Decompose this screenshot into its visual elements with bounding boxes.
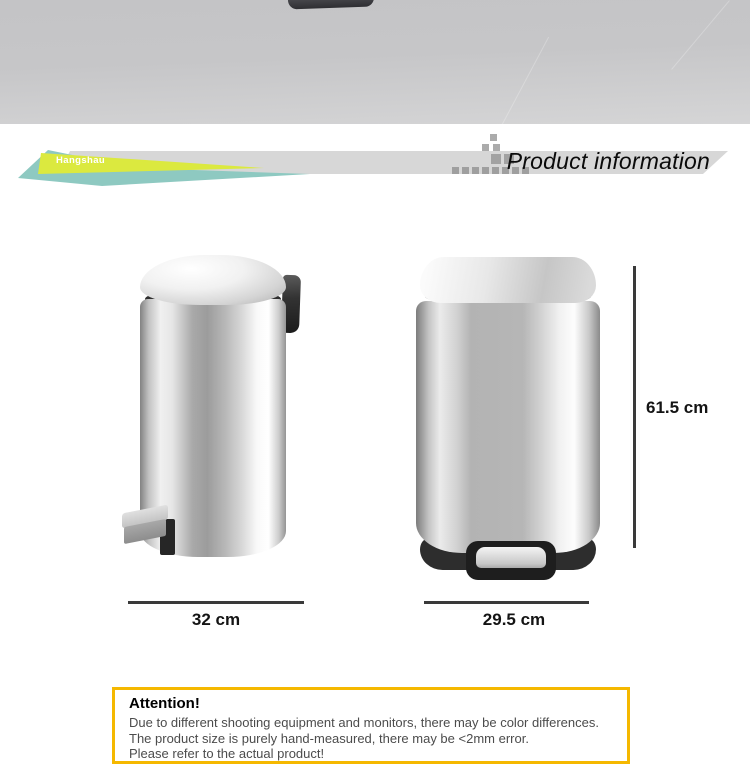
cropped-bin-base-image [288, 0, 374, 9]
attention-title: Attention! [129, 695, 200, 712]
brand-logo-text: Hangshau [56, 155, 106, 166]
right-width-dimension-label: 29.5 cm [482, 610, 546, 629]
attention-line: The product size is purely hand-measured, there may be <2mm error. [129, 730, 529, 746]
height-dimension-line [633, 266, 636, 548]
right-bin-image [416, 257, 600, 580]
attention-line: Please refer to the actual product! [129, 746, 325, 761]
section-title: Product information [506, 148, 710, 174]
floor-scratch-line [671, 0, 730, 70]
bin-lid [420, 257, 596, 303]
height-dimension-label: 61.5 cm [646, 398, 709, 417]
bin-lid [140, 255, 286, 305]
left-bin-image [138, 255, 288, 577]
bin-pedal [476, 547, 546, 568]
attention-box [112, 687, 630, 764]
right-width-dimension-line [424, 601, 589, 604]
left-width-dimension-line [128, 601, 304, 604]
left-width-dimension-label: 32 cm [191, 610, 241, 629]
attention-line: Due to different shooting equipment and monitors, there may be color differences. [129, 715, 599, 730]
photo-background [0, 0, 750, 124]
bin-body [416, 301, 600, 553]
floor-scratch-line [492, 37, 549, 143]
